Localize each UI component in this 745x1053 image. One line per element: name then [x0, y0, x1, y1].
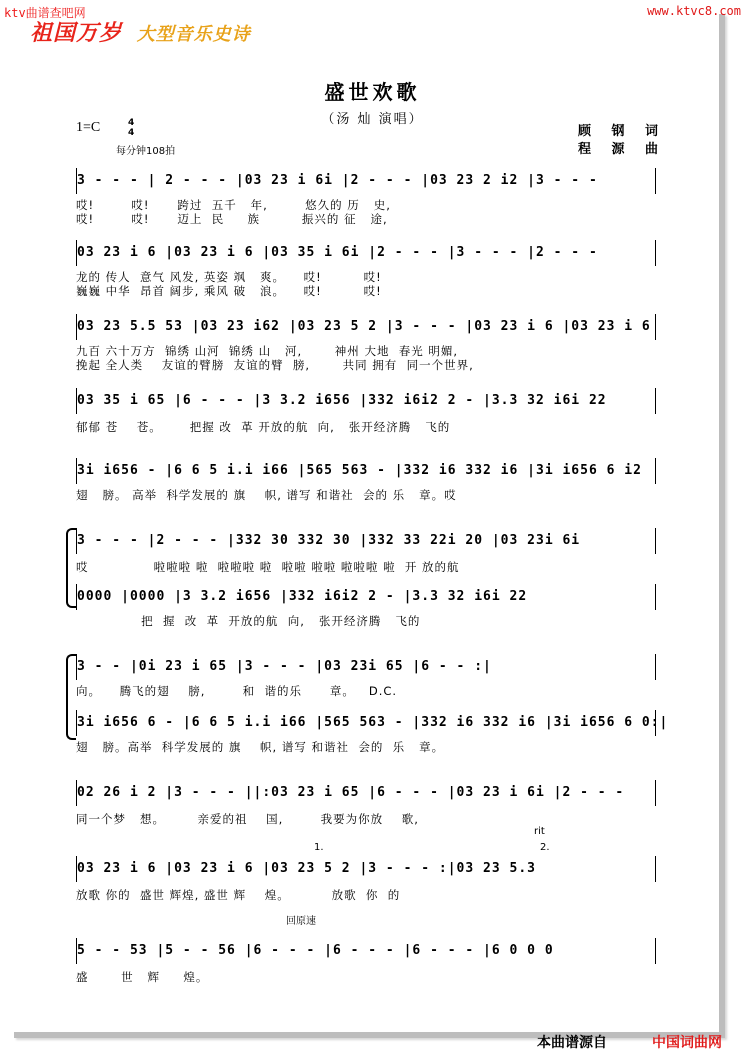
volta-1: 1. — [314, 842, 324, 853]
lyric-1a: 哎! 哎! 跨过 五千 年, 悠久的 历 史, — [76, 198, 391, 212]
meter-bottom: 4 — [128, 128, 135, 138]
lyric-9a: 放歌 你的 盛世 辉煌, 盛世 辉 煌。 放歌 你 的 — [76, 888, 401, 902]
key-signature: 1=C — [76, 120, 101, 135]
meter-top: 4 — [128, 118, 135, 128]
rit-marking: rit — [534, 826, 545, 837]
lyric-10a: 盛 世 辉 煌。 — [76, 970, 209, 984]
notation-line-10: 5 - - 53 |5 - - 56 |6 - - - |6 - - - |6 - - - |6 0 0 0 — [76, 938, 656, 964]
banner-subtitle: 大型音乐史诗 — [136, 24, 251, 45]
notation-line-8: 02 26 i 2 |3 - - - ||:03 23 i 65 |6 - - - |03 23 i 6i |2 - - - — [76, 780, 656, 806]
system-brace-2 — [66, 654, 76, 740]
notation-line-5: 3i i656 - |6 6 5 i.i i66 |565 563 - |332 i6 332 i6 |3i i656 6 i2 — [76, 458, 656, 484]
lyric-6b: 把 握 改 革 开放的航 向, 张开经济腾 飞的 — [76, 614, 421, 628]
notation-line-2: 03 23 i 6 |03 23 i 6 |03 35 i 6i |2 - - - |3 - - - |2 - - - — [76, 240, 656, 266]
lyric-7b: 翅 膀。高举 科学发展的 旗 帜, 谱写 和谐社 会的 乐 章。 — [76, 740, 445, 754]
lyric-1b: 哎! 哎! 迈上 民 族 振兴的 征 途, — [76, 212, 388, 226]
notation-line-7-upper: 3 - - |0i 23 i 65 |3 - - - |03 23i 65 |6 - - :| — [76, 654, 656, 680]
notation-line-6-upper: 3 - - - |2 - - - |332 30 332 30 |332 33 22i 20 |03 23i 6i — [76, 528, 656, 554]
volta-2: 2. — [540, 842, 550, 853]
lyric-6a: 哎 啦啦啦 啦 啦啦啦 啦 啦啦 啦啦 啦啦啦 啦 开 放的航 — [76, 560, 460, 574]
lyric-2a: 龙的 传人 意气 风发, 英姿 飒 爽。 哎! 哎! — [76, 270, 382, 284]
lyric-2b: 巍巍 中华 昂首 阔步, 乘风 破 浪。 哎! 哎! — [76, 284, 382, 298]
tempo-return-marking: 回原速 — [286, 916, 316, 927]
notation-line-6-lower: 0000 |0000 |3 3.2 i656 |332 i6i2 2 - |3.3 32 i6i 22 — [76, 584, 656, 610]
lyric-5a: 翅 膀。 高举 科学发展的 旗 帜, 谱写 和谐社 会的 乐 章。哎 — [76, 488, 457, 502]
notation-line-3: 03 23 5.5 53 |03 23 i62 |03 23 5 2 |3 - - - |03 23 i 6 |03 23 i 6 — [76, 314, 656, 340]
watermark-url[interactable]: www.ktvc8.com — [647, 4, 741, 18]
notation-line-7-lower: 3i i656 6 - |6 6 5 i.i i66 |565 563 - |332 i6 332 i6 |3i i656 6 0:| — [76, 710, 656, 736]
banner-title: 祖国万岁 — [30, 21, 123, 46]
lyric-8a: 同一个梦 想。 亲爱的祖 国, 我要为你放 歌, — [76, 812, 419, 826]
composer-credit: 程 源 曲 — [578, 142, 667, 157]
banner-logo — [30, 16, 251, 47]
footer-site-link[interactable]: 中国词曲网 — [652, 1035, 722, 1051]
notation-line-9: 03 23 i 6 |03 23 i 6 |03 23 5 2 |3 - - - :|03 23 5.3 — [76, 856, 656, 882]
lyric-7a: 向。 腾飞的翅 膀, 和 谐的乐 章。 D.C. — [76, 684, 398, 698]
performer: （汤 灿 演唱） — [321, 112, 424, 127]
lyric-4a: 郁郁 苍 苍。 把握 改 革 开放的航 向, 张开经济腾 飞的 — [76, 420, 451, 434]
watermark-top-left: ktv曲谱查吧网 — [4, 6, 86, 20]
lyric-3b: 挽起 全人类 友谊的臂膀 友谊的臂 膀, 共同 拥有 同一个世界, — [76, 358, 474, 372]
notation-line-4: 03 35 i 65 |6 - - - |3 3.2 i656 |332 i6i2 2 - |3.3 32 i6i 22 — [76, 388, 656, 414]
footer-source-label: 本曲谱源自 — [537, 1035, 607, 1051]
system-brace-1 — [66, 528, 76, 608]
tempo-marking: 每分钟108拍 — [116, 146, 176, 157]
song-title: 盛世欢歌 — [324, 80, 421, 104]
lyric-3a: 九百 六十万方 锦绣 山河 锦绣 山 河, 神州 大地 春光 明媚, — [76, 344, 459, 358]
lyricist-credit: 顾 钢 词 — [578, 124, 667, 139]
notation-line-1: 3 - - - | 2 - - - |03 23 i 6i |2 - - - |03 23 2 i2 |3 - - - — [76, 168, 656, 194]
time-signature — [128, 118, 134, 138]
